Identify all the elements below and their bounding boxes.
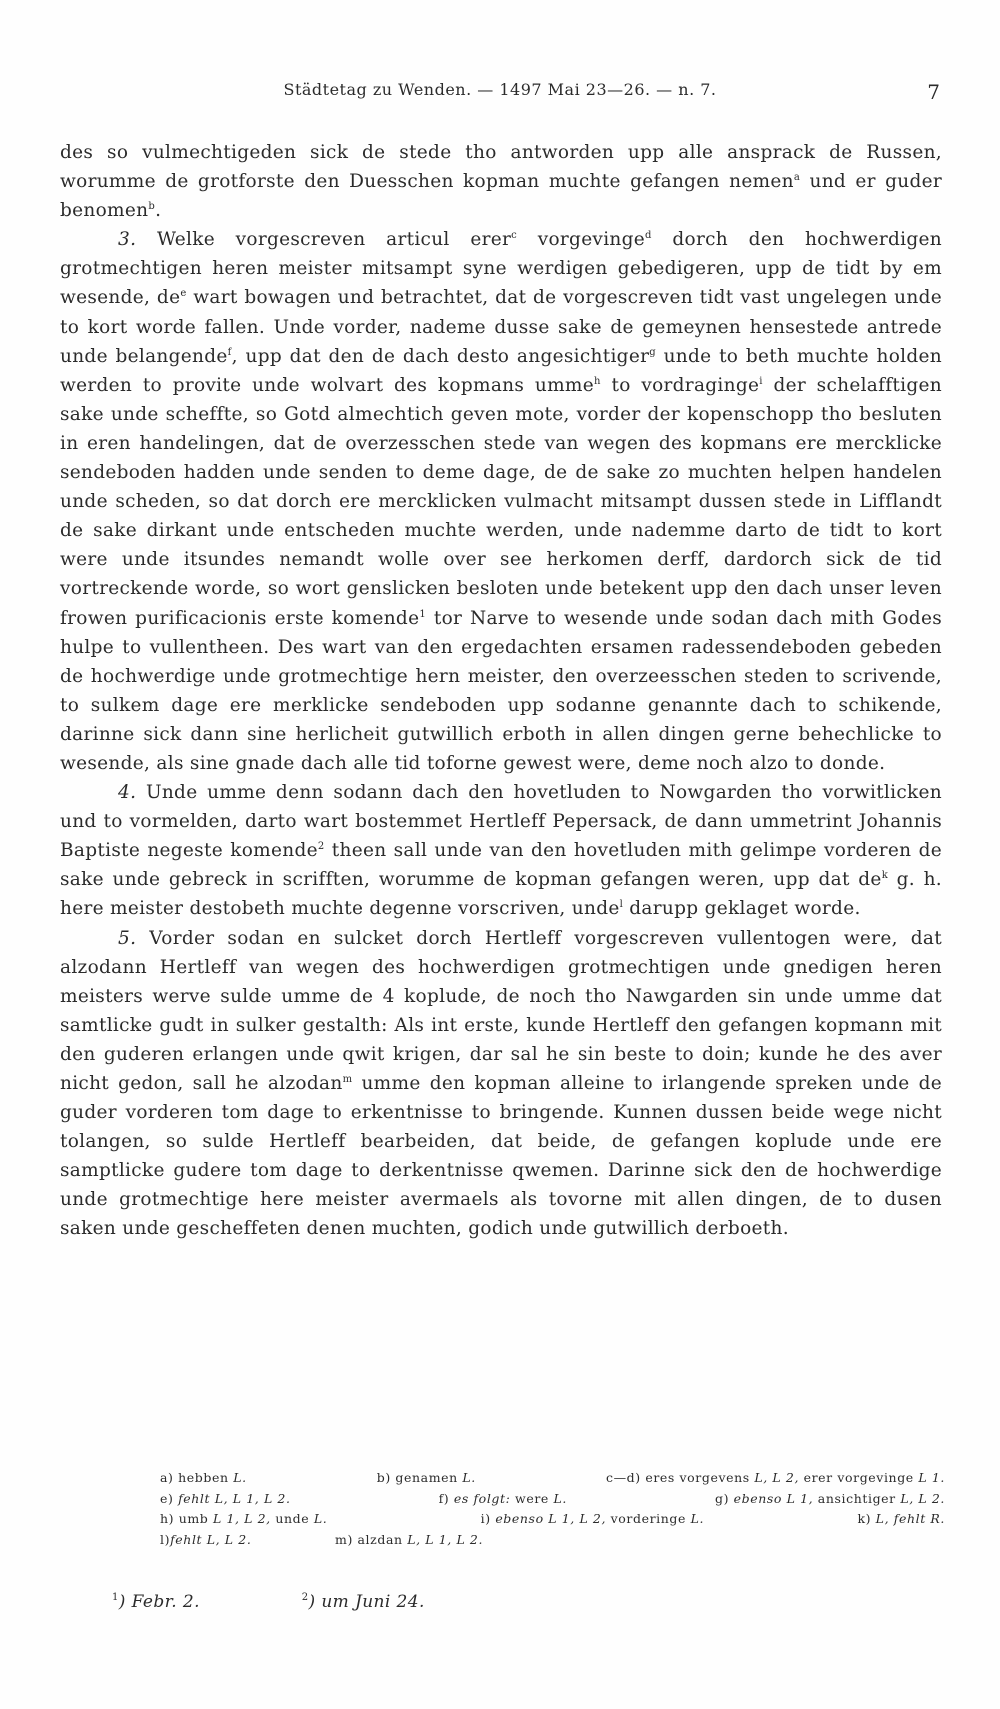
text-run: und er guder benomen: [60, 171, 942, 222]
text-run: der schelafftigen sake unde scheffte, so Gotd almechtich geven mote, vorder der kopenschopp tho besluten in eren handelingen, dat de overzesschen stede van wegen des kopmans ere mercklicke sendeboden hadden unde senden to deme dage, de de sake zo muchten helpen handelen unde scheden, so dat dorch ere mercklicken vulmacht mitsampt dussen stede in Lifflandt de sake dirkant unde entscheden muchte werden, unde nademme darto de tidt to kort were unde itsundes nemandt wolle over see herkomen derff, dardorch sick de tid vortreckende worde, so wort genslicken besloten unde betekent upp den dach unser leven frowen purificacionis erste komende: [60, 374, 942, 629]
paragraph-3: [60, 225, 942, 778]
text-run: Unde umme denn sodann dach den hovetluden to Nowgarden tho vorwitlicken und to vormelden, darto wart bostemmet Hertleff Pepersack, de dann ummetrint Johannis Baptiste negeste komende: [60, 782, 942, 862]
footnote-marker: c: [511, 230, 518, 242]
footnote-marker: h: [594, 375, 601, 387]
footnote-marker: i: [759, 375, 763, 387]
footnote-marker: d: [645, 230, 652, 242]
text-run: theen sall unde van den hovetluden mith gelimpe vorderen de sake unde gebreck in scrifften, worumme de kopman gefangen weren, upp dat de: [60, 840, 942, 891]
text-run: dorch den hochwerdigen grotmechtigen heren meister mitsampt syne werdigen gebedigeren, upp de tidt by em wesende, de: [60, 229, 942, 309]
note-marker: 1: [419, 608, 426, 620]
note-marker: 2: [317, 841, 325, 853]
text-run: , upp dat den de dach desto angesichtiger: [231, 345, 650, 367]
footnote-e: e) fehlt L, L 1, L 2.: [160, 1490, 291, 1506]
paragraph-number: 3.: [118, 229, 137, 251]
footnote-i: i) ebenso L 1, L 2, vorderinge L.: [480, 1511, 705, 1526]
text-run: wart bowagen und betrachtet, dat de vorgescreven tidt vast ungelegen unde to kort worde fallen. Unde vorder, nademe dusse sake de gemeynen hensestede antrede unde belangende: [60, 287, 942, 367]
footnote-b: b) genamen L.: [376, 1470, 476, 1485]
text-run: des so vulmechtigeden sick de stede tho antworden upp alle ansprack de Russen, worumme de grotforste den Duesschen kopman muchte gefangen nemen: [60, 142, 942, 193]
paragraph-5: [60, 924, 942, 1244]
text-run: to vordraginge: [600, 374, 760, 396]
textual-apparatus: [160, 1468, 945, 1550]
page-number: 7: [927, 80, 940, 104]
text-run: .: [155, 200, 162, 222]
footnote-marker: b: [148, 201, 156, 213]
running-header: [0, 80, 1000, 110]
text-run: unde to beth muchte holden werden to provite unde wolvart des kopmans umme: [60, 345, 942, 396]
footnote-a: a) hebben L.: [160, 1470, 247, 1485]
footnote-marker: e: [180, 288, 187, 300]
footnote-marker: g: [649, 346, 656, 358]
paragraph-2-continuation: [60, 138, 942, 225]
footnote-marker: l: [619, 899, 624, 911]
footnote-row: [160, 1509, 945, 1530]
paragraph-number: 5.: [118, 927, 137, 949]
footnote-k: k) L, fehlt R.: [857, 1511, 945, 1526]
footnote-l: l)fehlt L, L 2.: [160, 1531, 252, 1547]
text-run: darupp geklaget worde.: [623, 898, 861, 920]
footnote-row: [160, 1530, 945, 1551]
footnote-row: [160, 1489, 945, 1510]
footnote-f: f) es folgt: were L.: [438, 1490, 567, 1506]
text-run: umme den kopman alleine to irlangende spreken unde de guder vorderen tom dage to erkentnisse to bringende. Kunnen dussen beide wege nicht tolangen, so sulde Hertleff bearbeiden, dat beide, de gefangen koplude unde ere samptlicke gudere tom dage to derkentnisse qwemen. Darinne sick den de hochwerdige unde grotmechtige here meister avermaels als tovorne mit allen dingen, de to dusen saken unde gescheffeten denen muchten, godich unde gutwillich derboeth.: [60, 1073, 942, 1240]
footnote-marker: k: [881, 870, 889, 882]
footnote-cd: c—d) eres vorgevens L, L 2, erer vorgevinge L 1.: [605, 1470, 945, 1485]
footnote-row: [160, 1468, 945, 1489]
footnote-g: g) ebenso L 1, ansichtiger L, L 2.: [714, 1490, 945, 1506]
explanatory-notes: [112, 1592, 521, 1612]
body-text: [60, 138, 942, 1244]
header-title: Städtetag zu Wenden. — 1497 Mai 23—26. — n. 7.: [283, 80, 717, 99]
footnote-marker: f: [227, 346, 232, 358]
note-2: $^2$) um Juni 24.: [301, 1592, 425, 1612]
footnote-marker: a: [793, 172, 801, 184]
paragraph-number: 4.: [118, 782, 137, 804]
note-1: $^1$) Febr. 2.: [112, 1592, 200, 1612]
text-run: Welke vorgescreven articul erer: [136, 229, 512, 251]
text-run: g. h. here meister destobeth muchte degenne vorscriven, unde: [60, 869, 942, 920]
footnote-marker: m: [342, 1074, 353, 1085]
footnote-m: m) alzdan L, L 1, L 2.: [335, 1531, 484, 1547]
text-run: tor Narve to wesende unde sodan dach mith Godes hulpe to vullentheen. Des wart van den ergedachten ersamen radessendeboden gebeden de hochwerdige unde grotmechtige hern meister, den overzeesschen steden to scrivende, to sulkem dage ere merklicke sendeboden upp sodanne genannte dach to schikende, darinne sick dann sine herlicheit gutwillich erboth in allen dingen gerne behechlicke to wesende, als sine gnade dach alle tid toforne gewest were, deme noch alzo to donde.: [60, 607, 942, 774]
paragraph-4: [60, 778, 942, 923]
text-run: vorgevinge: [517, 229, 646, 251]
text-run: Vorder sodan en sulcket dorch Hertleff vorgescreven vullentogen were, dat alzodann Hertleff van wegen des hochwerdigen grotmechtigen unde gnedigen heren meisters werve sulde umme de 4 koplude, de noch tho Nawgarden sin unde umme dat samtlicke gudt in sulker gestalth: Als int erste, kunde Hertleff den gefangen kopmann mit den guderen erlangen unde qwit krigen, dar sal he sin beste to doin; kunde he des aver nicht gedon, sall he alzodan: [60, 927, 942, 1094]
footnote-h: h) umb L 1, L 2, unde L.: [160, 1511, 328, 1526]
